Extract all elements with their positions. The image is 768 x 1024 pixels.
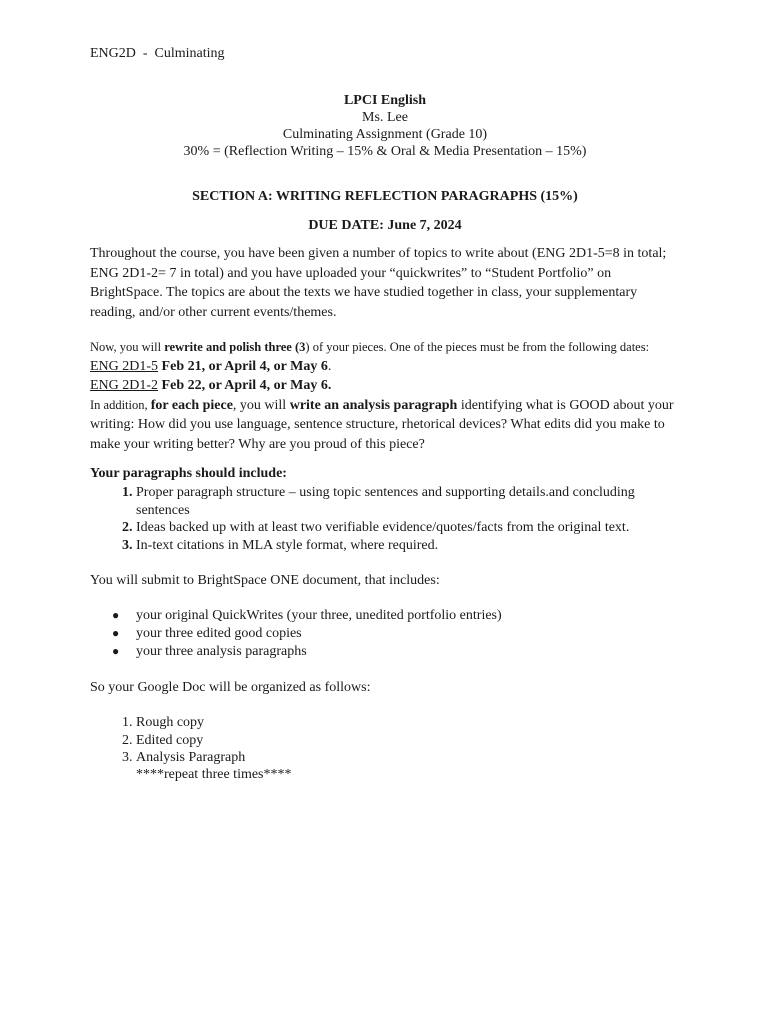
list-item <box>112 643 502 661</box>
submit-list <box>90 607 502 660</box>
due-date: DUE DATE: June 7, 2024 <box>308 218 462 233</box>
rewrite-suffix: ) of your pieces. One of the pieces must be from the following dates: <box>305 340 650 354</box>
course-link-2d1-2: ENG 2D1-2 <box>90 378 159 393</box>
dates-2d1-2: Feb 22, or April 4, or May 6. <box>158 378 332 393</box>
rewrite-instruction <box>90 339 680 357</box>
bullet-icon: ● <box>112 643 120 658</box>
date-line-2 <box>90 376 680 396</box>
list-item <box>112 625 502 643</box>
course-link-2d1-5: ENG 2D1-5 <box>90 358 159 374</box>
rewrite-prefix: Now, you will <box>90 340 165 354</box>
school-title: LPCI English <box>343 93 427 108</box>
list-item <box>112 607 502 625</box>
list-item: 2. Ideas backed up with at least two verifiable evidence/quotes/facts from the original text. <box>136 519 680 537</box>
list-item-text: your original QuickWrites (your three, unedited portfolio entries) <box>136 608 502 623</box>
assignment-title: Culminating Assignment (Grade 10) <box>282 127 488 142</box>
date-line-1 <box>90 357 680 377</box>
list-item: 3. Analysis Paragraph <box>136 749 245 767</box>
addition-suffix: identifying what is GOOD about your writing: How did you use language, sentence structure, rhetorical devices? What edits did you make to make your writing better? Why are you proud of this piece? <box>90 397 674 452</box>
addition-mid: , you will <box>232 397 290 413</box>
title-block <box>90 92 680 160</box>
bullet-icon: ● <box>112 608 120 622</box>
bullet-icon: ● <box>112 625 120 640</box>
organization-list <box>90 714 245 767</box>
submit-line: You will submit to BrightSpace ONE document, that includes: <box>90 573 440 588</box>
repeat-note: ****repeat three times**** <box>136 767 292 782</box>
addition-bold-1: for each piece <box>150 397 233 413</box>
include-list <box>90 484 680 554</box>
addition-prefix: In addition, <box>90 397 151 412</box>
rewrite-bold: rewrite and polish three (3 <box>164 340 306 354</box>
list-item-text: your three edited good copies <box>136 625 302 641</box>
teacher-name: Ms. Lee <box>362 110 408 125</box>
course-header: ENG2D - Culminating <box>90 46 225 61</box>
dates-2d1-5: Feb 21, or April 4, or May 6 <box>158 358 328 374</box>
list-item: 1. Rough copy <box>136 714 245 732</box>
list-item: 1. Proper paragraph structure – using topic sentences and supporting details.and concluding sentences <box>136 484 680 519</box>
section-heading: SECTION A: WRITING REFLECTION PARAGRAPHS (15%) <box>192 189 578 204</box>
dates-2d1-5-end: . <box>327 358 332 374</box>
list-item: 2. Edited copy <box>136 732 245 750</box>
intro-paragraph: Throughout the course, you have been given a number of topics to write about (ENG 2D1-5=8 in total; ENG 2D1-2= 7 in total) and you have uploaded your “quickwrites” to “Student Portfolio” on BrightSpace. The topics are about the texts we have studied together in class, your supplementary reading, and/or other current events/themes. <box>90 246 667 320</box>
weighting-line: 30% = (Reflection Writing – 15% & Oral & Media Presentation – 15%) <box>183 144 587 159</box>
instructions-block <box>90 339 680 454</box>
addition-bold-2: write an analysis paragraph <box>289 397 458 413</box>
list-item: 3. In-text citations in MLA style format, where required. <box>136 537 680 555</box>
organization-line: So your Google Doc will be organized as follows: <box>90 680 371 695</box>
list-item-text: your three analysis paragraphs <box>136 643 307 659</box>
include-heading: Your paragraphs should include: <box>90 466 287 481</box>
analysis-instruction <box>90 396 680 455</box>
